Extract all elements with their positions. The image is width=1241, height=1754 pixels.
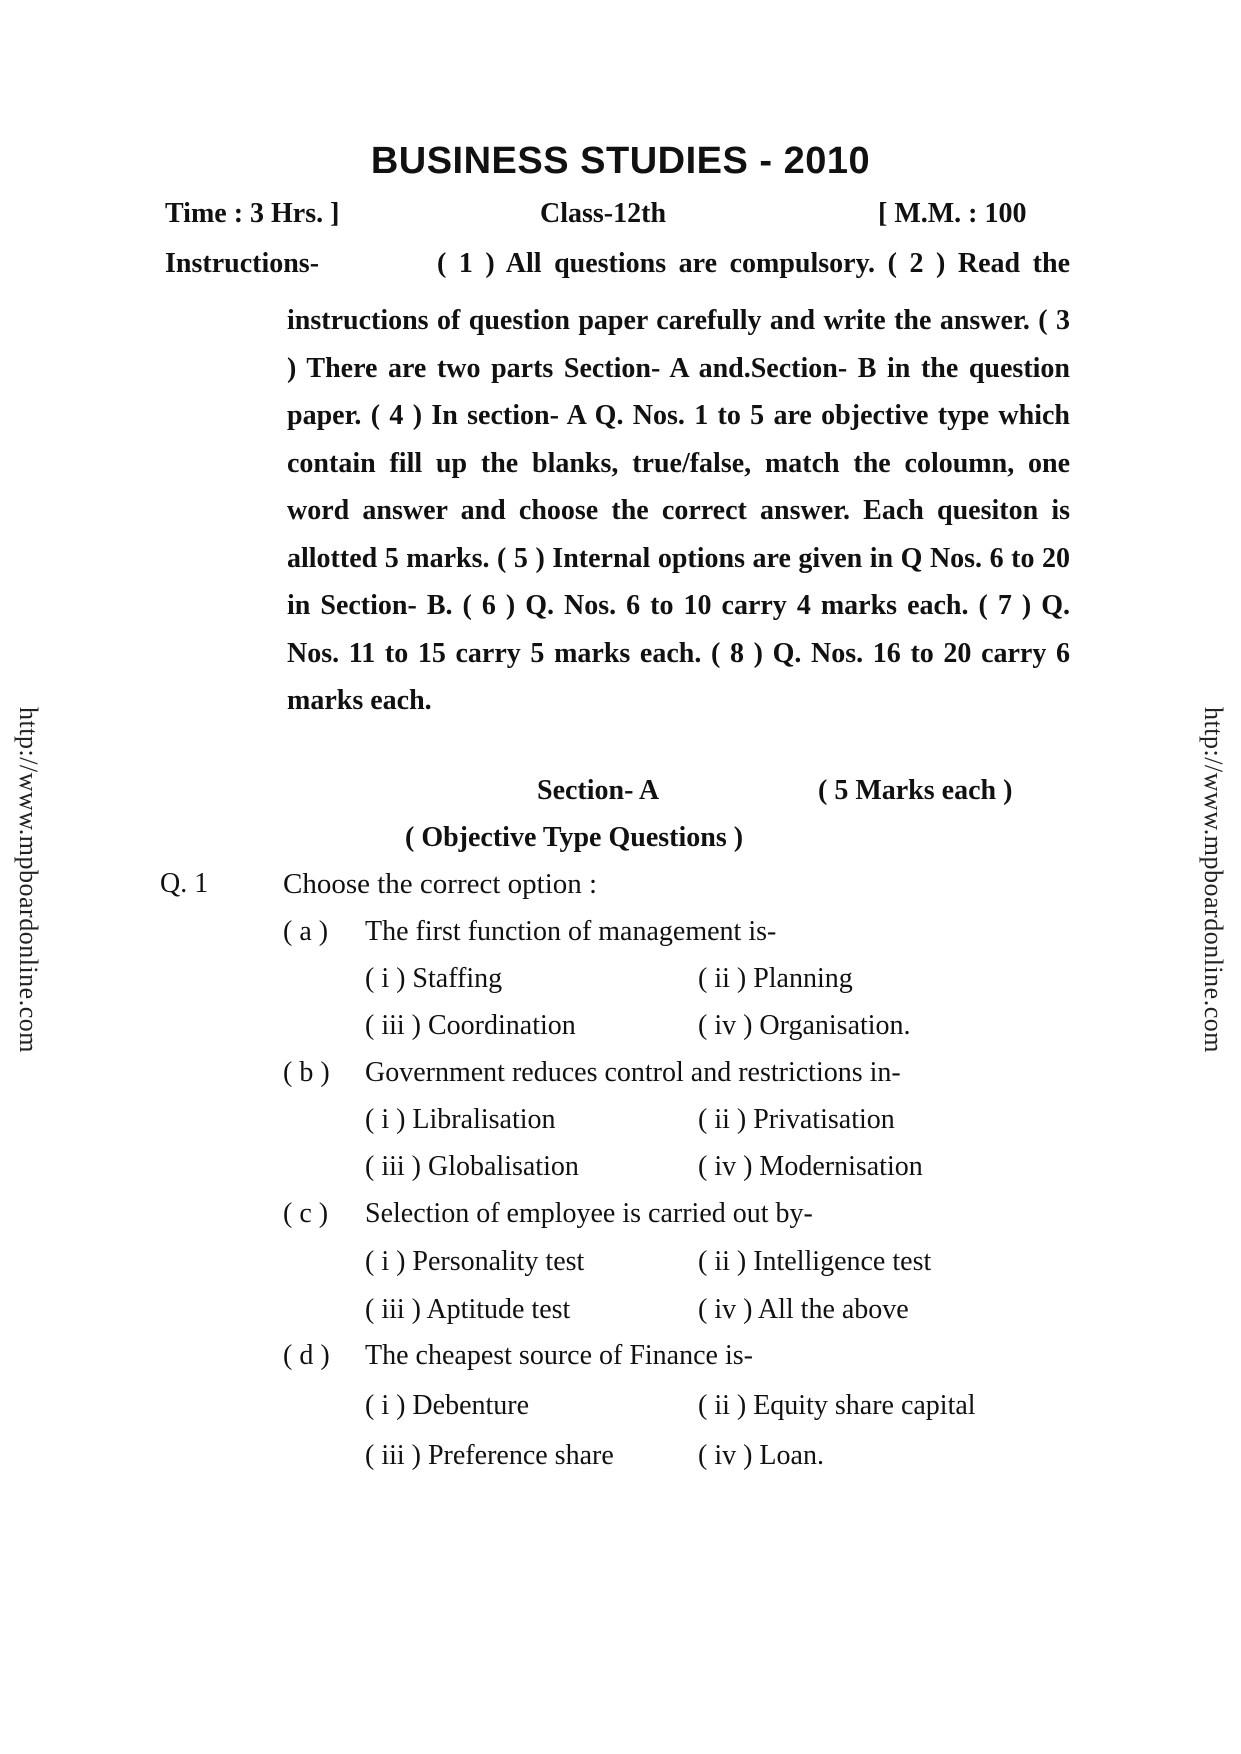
part-a-option-4: ( iv ) Organisation. <box>698 1010 911 1041</box>
question-stem: Choose the correct option : <box>283 868 598 900</box>
part-a-text: The first function of management is- <box>365 916 777 947</box>
instructions-text: instructions of question paper carefully and write the answer. ( 3 ) There are two parts Section- A and.Section- B in the question paper. ( 4 ) In section- A Q. Nos. 1 to 5 are objective type which contain fill up the blanks, true/false, match the coloumn, one word answer and choose the correct answer. Each quesiton is allotted 5 marks. ( 5 ) Internal options are given in Q Nos. 6 to 20 in Section- B. ( 6 ) Q. Nos. 6 to 10 carry 4 marks each. ( 7 ) Q. Nos. 11 to 15 carry 5 marks each. ( 8 ) Q. Nos. 16 to 20 carry 6 marks each. <box>287 305 1070 716</box>
part-d-letter: ( d ) <box>283 1340 330 1371</box>
part-b-text: Government reduces control and restrictions in- <box>365 1057 901 1088</box>
section-marks: ( 5 Marks each ) <box>818 775 1013 806</box>
part-d-option-1: ( i ) Debenture <box>365 1390 530 1421</box>
watermark-right: http://www.mpboardonline.com <box>1199 707 1228 1053</box>
part-c-option-1: ( i ) Personality test <box>365 1246 585 1277</box>
instructions-body <box>287 297 1070 725</box>
part-c-text: Selection of employee is carried out by- <box>365 1198 813 1229</box>
part-b-option-1: ( i ) Libralisation <box>365 1104 556 1135</box>
time-allowed: Time : 3 Hrs. ] <box>165 198 340 229</box>
part-d-option-4: ( iv ) Loan. <box>698 1440 824 1471</box>
part-b-option-3: ( iii ) Globalisation <box>365 1151 579 1182</box>
part-b-option-2: ( ii ) Privatisation <box>698 1104 895 1135</box>
instructions-label: Instructions- <box>165 248 320 279</box>
instructions-first-line: ( 1 ) All questions are compulsory. ( 2 ) Read the <box>437 248 1070 279</box>
part-d-text: The cheapest source of Finance is- <box>365 1340 753 1371</box>
part-c-option-2: ( ii ) Intelligence test <box>698 1246 932 1277</box>
class-label: Class-12th <box>540 198 667 229</box>
part-c-option-4: ( iv ) All the above <box>698 1294 909 1325</box>
part-a-letter: ( a ) <box>283 916 329 947</box>
section-subtitle: ( Objective Type Questions ) <box>405 822 744 853</box>
part-d-option-3: ( iii ) Preference share <box>365 1440 614 1471</box>
maximum-marks: [ M.M. : 100 <box>878 198 1027 229</box>
question-number: Q. 1 <box>160 868 209 899</box>
page-title: BUSINESS STUDIES - 2010 <box>370 140 871 182</box>
part-c-letter: ( c ) <box>283 1198 329 1229</box>
part-a-option-2: ( ii ) Planning <box>698 963 853 994</box>
part-a-option-3: ( iii ) Coordination <box>365 1010 576 1041</box>
part-b-letter: ( b ) <box>283 1057 330 1088</box>
watermark-left: http://www.mpboardonline.com <box>14 707 43 1053</box>
part-d-option-2: ( ii ) Equity share capital <box>698 1390 976 1421</box>
part-a-option-1: ( i ) Staffing <box>365 963 503 994</box>
part-b-option-4: ( iv ) Modernisation <box>698 1151 923 1182</box>
section-name: Section- A <box>537 775 660 806</box>
part-c-option-3: ( iii ) Aptitude test <box>365 1294 571 1325</box>
